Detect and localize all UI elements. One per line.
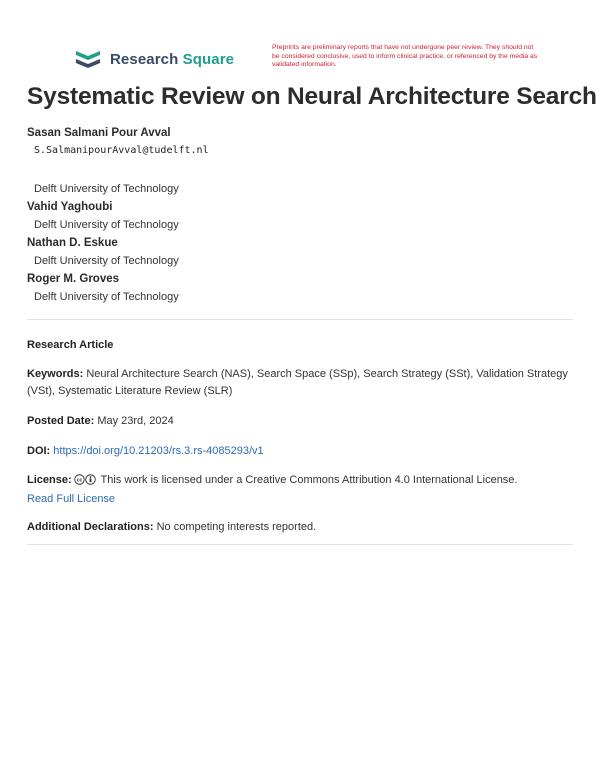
divider xyxy=(27,544,573,545)
license xyxy=(27,472,573,508)
keywords-value: Neural Architecture Search (NAS), Search Space (SSp), Search Strategy (SSt), Validation Strategy (VSt), Systematic Literature Review (SLR) xyxy=(27,368,568,397)
author-name: Vahid Yaghoubi xyxy=(27,201,113,213)
article-type xyxy=(27,337,573,354)
logo-word-square: Square xyxy=(182,50,235,68)
read-full-license-link[interactable]: Read Full License xyxy=(27,493,116,505)
author-name: Roger M. Groves xyxy=(27,273,120,285)
header xyxy=(0,0,600,80)
doi-link[interactable]: https://doi.org/10.21203/rs.3.rs-4085293/v1 xyxy=(53,445,264,457)
author-name: Nathan D. Eskue xyxy=(27,237,118,249)
license-text: This work is licensed under a Creative Commons Attribution 4.0 International License. xyxy=(100,474,518,486)
doi-label: DOI: xyxy=(27,445,51,457)
posted-date xyxy=(27,413,573,430)
cc-icon xyxy=(74,474,85,485)
license-label: License: xyxy=(27,474,72,486)
logo-text xyxy=(110,51,234,68)
author-affiliation: Delft University of Technology xyxy=(34,291,179,303)
author-name: Sasan Salmani Pour Avval xyxy=(27,127,171,139)
cc-license-icons xyxy=(74,474,96,491)
author-affiliation: Delft University of Technology xyxy=(34,219,179,231)
page-title: Systematic Review on Neural Architecture Search xyxy=(27,83,597,110)
declarations-label: Additional Declarations: xyxy=(27,521,154,533)
divider xyxy=(27,319,573,320)
author-affiliation: Delft University of Technology xyxy=(34,255,179,267)
additional-declarations xyxy=(27,519,573,536)
keywords xyxy=(27,366,573,400)
research-square-logo-icon xyxy=(74,47,102,71)
author-email[interactable]: S.SalmanipourAvval@tudelft.nl xyxy=(34,145,209,156)
logo-word-research: Research xyxy=(110,50,179,68)
attribution-icon xyxy=(85,474,96,485)
posted-date-label: Posted Date: xyxy=(27,415,95,427)
research-square-logo[interactable] xyxy=(74,47,234,71)
author-affiliation: Delft University of Technology xyxy=(34,183,179,195)
preprint-notice: Preprints are preliminary reports that have not undergone peer review. They should not be considered conclusive, used to inform clinical practice, or referenced by the media as validated information. xyxy=(272,44,538,69)
posted-date-value: May 23rd, 2024 xyxy=(97,415,174,427)
author-list xyxy=(27,124,573,306)
doi xyxy=(27,443,573,460)
declarations-value: No competing interests reported. xyxy=(156,521,317,533)
article-type-label: Research Article xyxy=(27,339,114,351)
keywords-label: Keywords: xyxy=(27,368,84,380)
author-spacer xyxy=(27,160,573,180)
svg-text:cc: cc xyxy=(76,477,82,484)
